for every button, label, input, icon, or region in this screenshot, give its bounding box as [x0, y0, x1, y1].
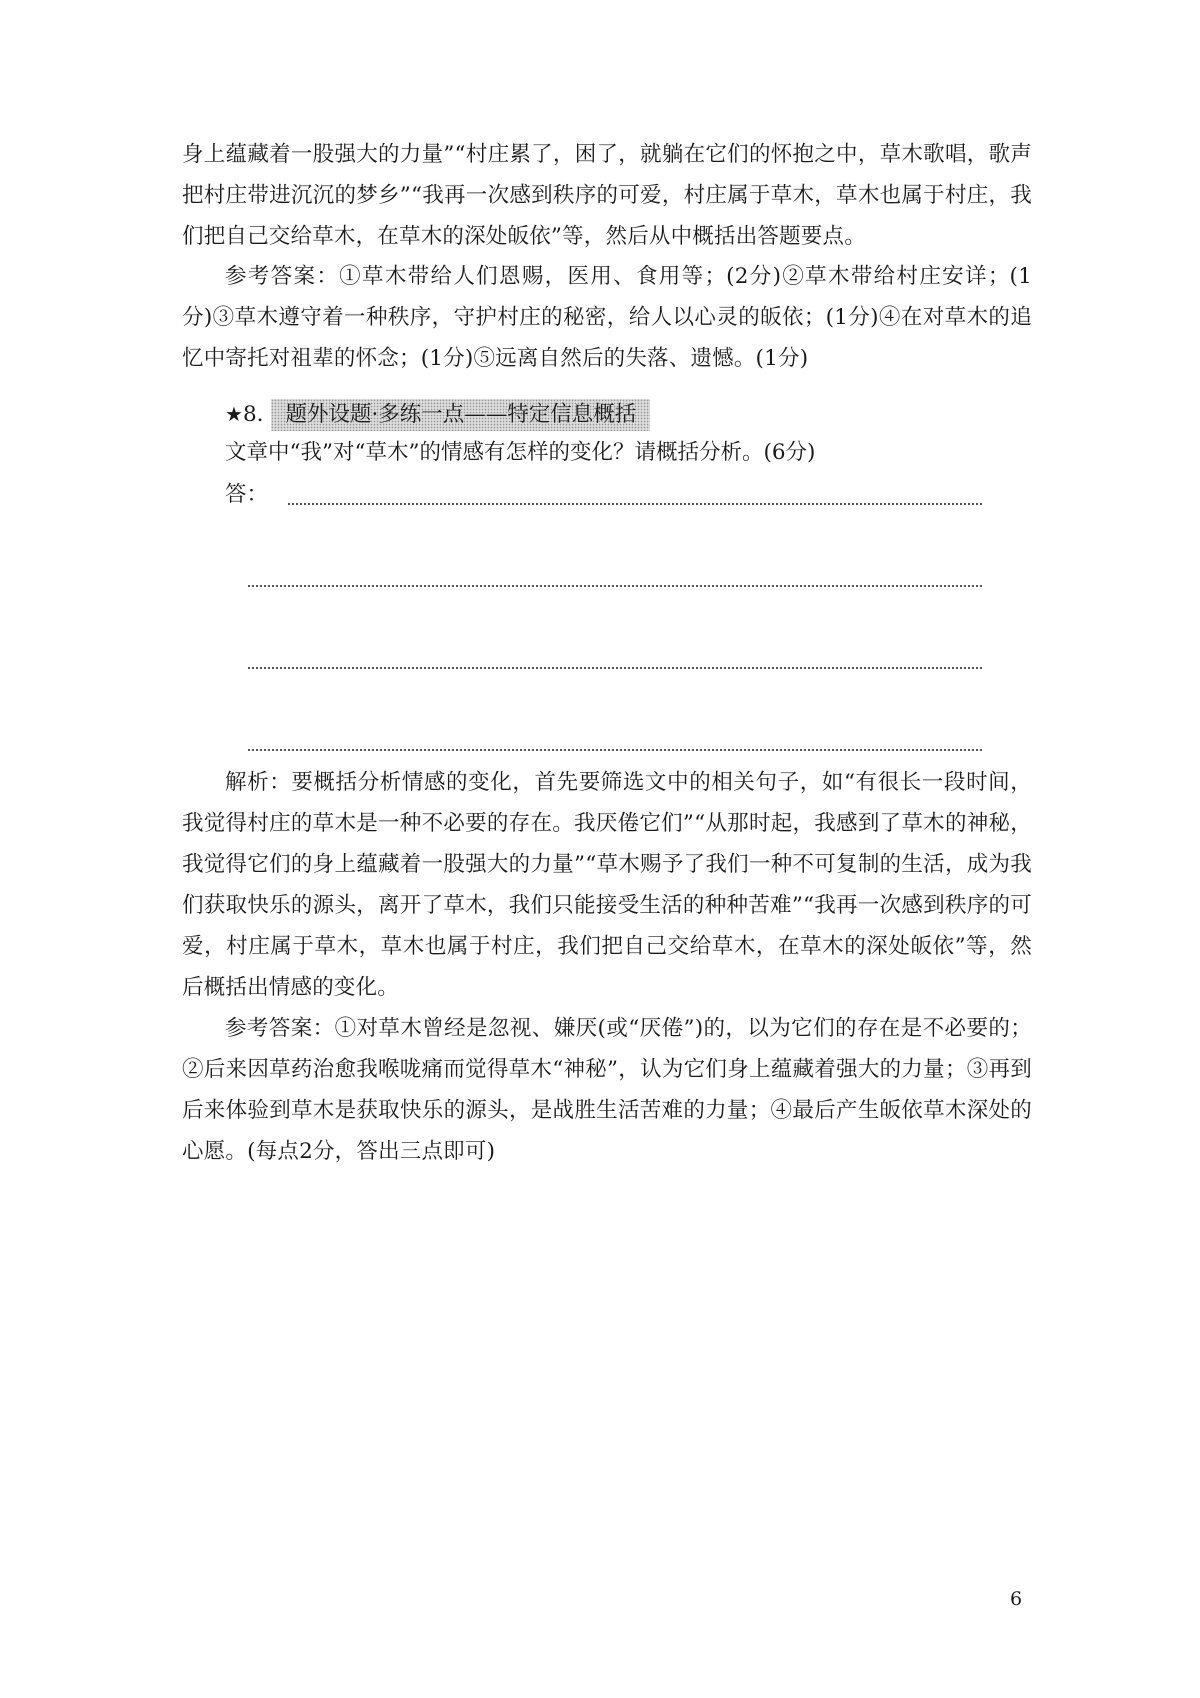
answer-label: 答： — [225, 482, 269, 507]
page-number: 6 — [1010, 1588, 1023, 1610]
reference-answer-7: 参考答案：①草木带给人们恩赐，医用、食用等；(2分)②草木带给村庄安详；(1分)③草木遵守着一种秩序，守护村庄的秘密，给人以心灵的皈依；(1分)④在对草木的追忆中寄托对祖辈的怀念；(1分)⑤远离自然后的失落、遗憾。(1分) — [182, 264, 1032, 371]
question-text: 文章中“我”对“草木”的情感有怎样的变化？请概括分析。(6分) — [225, 440, 816, 465]
answer-line-3[interactable] — [248, 667, 982, 669]
question-header — [225, 394, 1075, 435]
analysis-paragraph: 解析：要概括分析情感的变化，首先要筛选文中的相关句子，如“有很长一段时间，我觉得村庄的草木是一种不必要的存在。我厌倦它们”“从那时起，我感到了草木的神秘，我觉得它们的身上蕴藏着一股强大的力量”“草木赐予了我们一种不可复制的生活，成为我们获取快乐的源头，离开了草木，我们只能接受生活的种种苦难”“我再一次感到秩序的可爱，村庄属于草木，草木也属于村庄，我们把自己交给草木，在草木的深处皈依”等，然后概括出情感的变化。 — [182, 770, 1032, 1000]
analysis-continuation-paragraph: 身上蕴藏着一股强大的力量”“村庄累了，困了，就躺在它们的怀抱之中，草木歌唱，歌声把村庄带进沉沉的梦乡”“我再一次感到秩序的可爱，村庄属于草木，草木也属于村庄，我们把自己交给草木，在草木的深处皈依”等，然后从中概括出答题要点。 — [182, 142, 1032, 249]
reference-answer-8: 参考答案：①对草木曾经是忽视、嫌厌(或“厌倦”)的，以为它们的存在是不必要的；②后来因草药治愈我喉咙痛而觉得草木“神秘”，认为它们身上蕴藏着强大的力量；③再到后来体验到草木是获取快乐的源头，是战胜生活苦难的力量；④最后产生皈依草木深处的心愿。(每点2分，答出三点即可) — [182, 1016, 1032, 1164]
answer-line-1[interactable] — [288, 503, 982, 505]
answer-line-4[interactable] — [248, 749, 982, 751]
star-icon: ★ — [225, 402, 243, 426]
question-tag: 题外设题·多练一点——特定信息概括 — [271, 399, 650, 431]
question-number: 8. — [242, 402, 264, 427]
answer-line-2[interactable] — [248, 585, 982, 587]
